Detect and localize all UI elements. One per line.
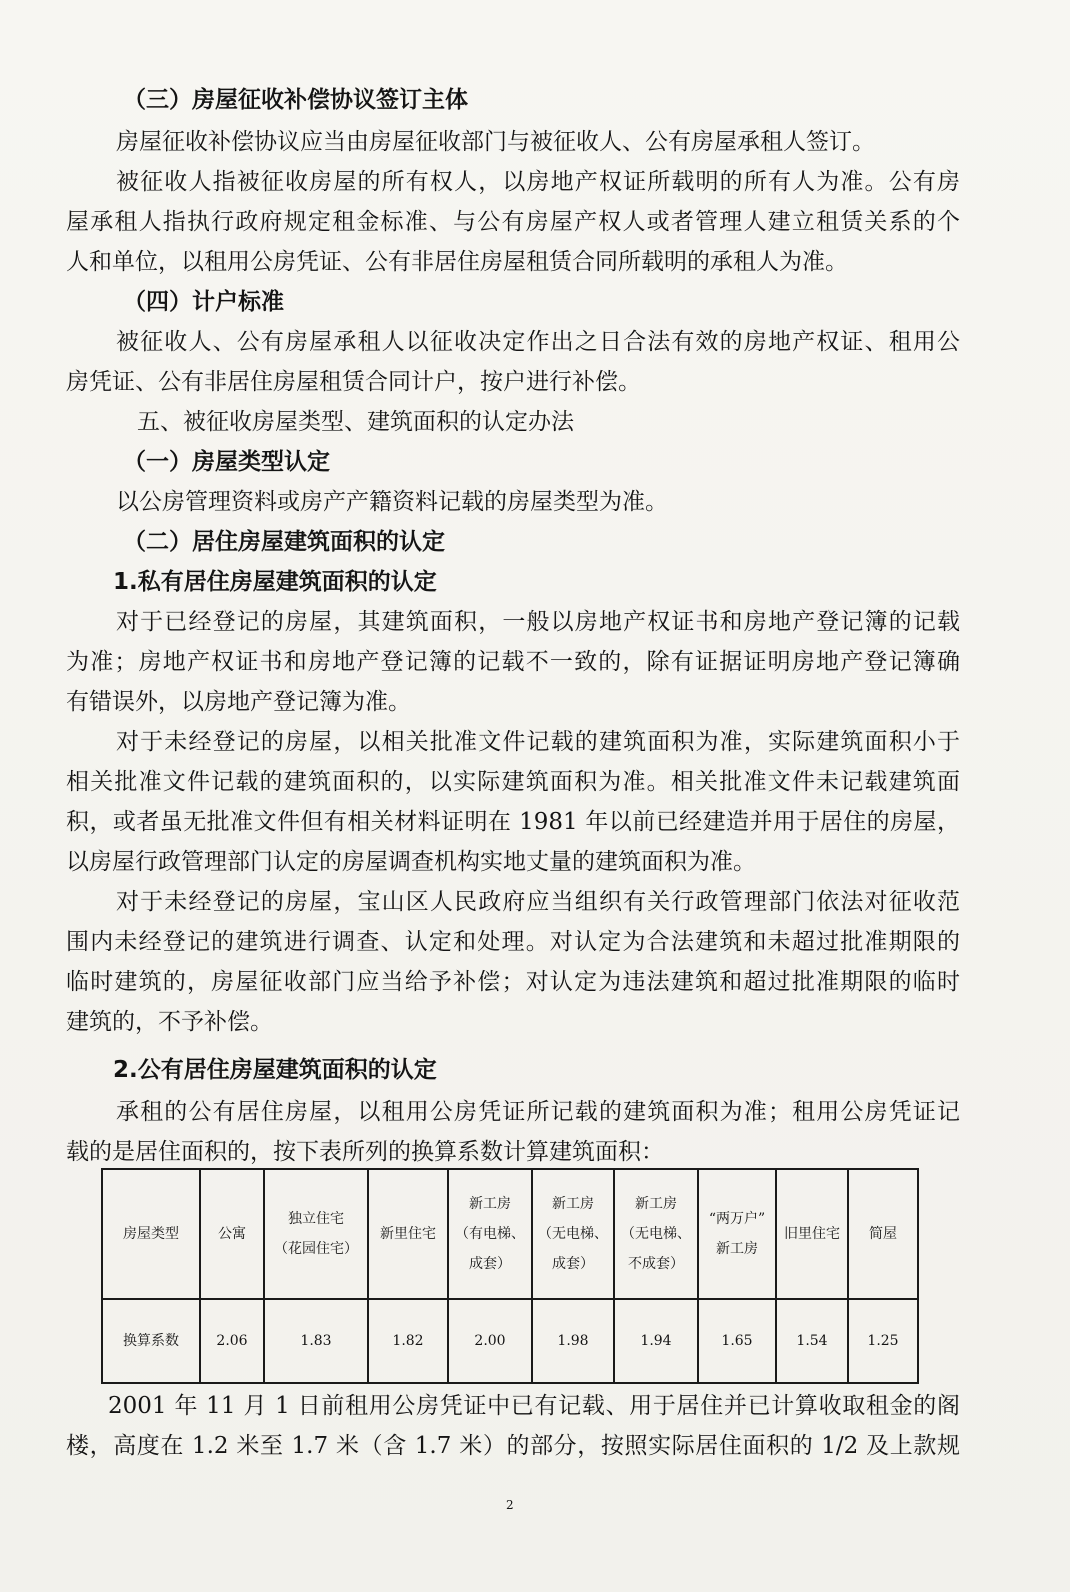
part-5-2-heading: （二）居住房屋建筑面积的认定 xyxy=(123,529,445,555)
paragraph-line: 有错误外，以房地产登记簿为准。 xyxy=(66,689,411,715)
paragraph-line: 临时建筑的，房屋征收部门应当给予补偿；对认定为违法建筑和超过批准期限的临时 xyxy=(66,969,960,995)
paragraph-line: 房凭证、公有非居住房屋租赁合同计户，按户进行补偿。 xyxy=(66,369,641,395)
conversion-coefficient-table xyxy=(101,1168,919,1384)
part-5-1-heading: （一）房屋类型认定 xyxy=(123,449,330,475)
paragraph-line: 对于已经登记的房屋，其建筑面积，一般以房地产权证书和房地产登记簿的记载 xyxy=(116,609,960,635)
subsection-1-heading: 1.私有居住房屋建筑面积的认定 xyxy=(113,569,437,595)
table-header-cell: 新工房 （有电梯、 成套） xyxy=(448,1169,532,1299)
table-header-cell: 新里住宅 xyxy=(368,1169,448,1299)
paragraph-line: 对于未经登记的房屋，以相关批准文件记载的建筑面积为准，实际建筑面积小于 xyxy=(116,729,960,755)
paragraph-line: 积，或者虽无批准文件但有相关材料证明在 1981 年以前已经建造并用于居住的房屋， xyxy=(66,809,960,835)
table-row-label: 换算系数 xyxy=(102,1299,200,1383)
paragraph-line: 承租的公有居住房屋，以租用公房凭证所记载的建筑面积为准；租用公房凭证记 xyxy=(116,1099,960,1125)
table-cell: 1.98 xyxy=(532,1299,614,1383)
paragraph-line: 房屋征收补偿协议应当由房屋征收部门与被征收人、公有房屋承租人签订。 xyxy=(116,129,875,155)
paragraph-line: 建筑的，不予补偿。 xyxy=(66,1009,273,1035)
part-5-heading: 五、被征收房屋类型、建筑面积的认定办法 xyxy=(137,409,574,435)
table-header-cell: 独立住宅 （花园住宅） xyxy=(264,1169,368,1299)
table-header-cell: 公寓 xyxy=(200,1169,264,1299)
paragraph-line: 楼，高度在 1.2 米至 1.7 米（含 1.7 米）的部分，按照实际居住面积的 1/2 及上款规 xyxy=(66,1433,960,1459)
paragraph-line: 载的是居住面积的，按下表所列的换算系数计算建筑面积： xyxy=(66,1139,664,1165)
table-header-cell: 简屋 xyxy=(848,1169,918,1299)
table-cell: 2.06 xyxy=(200,1299,264,1383)
table-header-row xyxy=(102,1169,918,1299)
table-header-cell: “两万户” 新工房 xyxy=(698,1169,776,1299)
table-cell: 1.25 xyxy=(848,1299,918,1383)
paragraph-line: 人和单位，以租用公房凭证、公有非居住房屋租赁合同所载明的承租人为准。 xyxy=(66,249,848,275)
table-header-cell: 新工房 （无电梯、 成套） xyxy=(532,1169,614,1299)
table-cell: 2.00 xyxy=(448,1299,532,1383)
paragraph-line: 被征收人指被征收房屋的所有权人，以房地产权证所载明的所有人为准。公有房 xyxy=(116,169,960,195)
table-row xyxy=(102,1299,918,1383)
table-header-cell: 新工房 （无电梯、 不成套） xyxy=(614,1169,698,1299)
paragraph-line: 被征收人、公有房屋承租人以征收决定作出之日合法有效的房地产权证、租用公 xyxy=(116,329,960,355)
table-header-cell: 房屋类型 xyxy=(102,1169,200,1299)
paragraph-line: 围内未经登记的建筑进行调查、认定和处理。对认定为合法建筑和未超过批准期限的 xyxy=(66,929,960,955)
paragraph-line: 以房屋行政管理部门认定的房屋调查机构实地丈量的建筑面积为准。 xyxy=(66,849,756,875)
paragraph-line: 以公房管理资料或房产产籍资料记载的房屋类型为准。 xyxy=(116,489,668,515)
paragraph-line: 相关批准文件记载的建筑面积的，以实际建筑面积为准。相关批准文件未记载建筑面 xyxy=(66,769,960,795)
table-cell: 1.65 xyxy=(698,1299,776,1383)
table-header-cell: 旧里住宅 xyxy=(776,1169,848,1299)
table-cell: 1.83 xyxy=(264,1299,368,1383)
table-cell: 1.82 xyxy=(368,1299,448,1383)
paragraph-line: 为准；房地产权证书和房地产登记簿的记载不一致的，除有证据证明房地产登记簿确 xyxy=(66,649,960,675)
subsection-2-heading: 2.公有居住房屋建筑面积的认定 xyxy=(113,1057,437,1083)
page-number: 2 xyxy=(506,1498,514,1512)
paragraph-line: 2001 年 11 月 1 日前租用公房凭证中已有记载、用于居住并已计算收取租金的阁 xyxy=(108,1393,960,1419)
section-3-heading: （三）房屋征收补偿协议签订主体 xyxy=(123,87,468,113)
table-cell: 1.54 xyxy=(776,1299,848,1383)
paragraph-line: 屋承租人指执行政府规定租金标准、与公有房屋产权人或者管理人建立租赁关系的个 xyxy=(66,209,960,235)
table-cell: 1.94 xyxy=(614,1299,698,1383)
section-4-heading: （四）计户标准 xyxy=(123,289,284,315)
paragraph-line: 对于未经登记的房屋，宝山区人民政府应当组织有关行政管理部门依法对征收范 xyxy=(116,889,960,915)
